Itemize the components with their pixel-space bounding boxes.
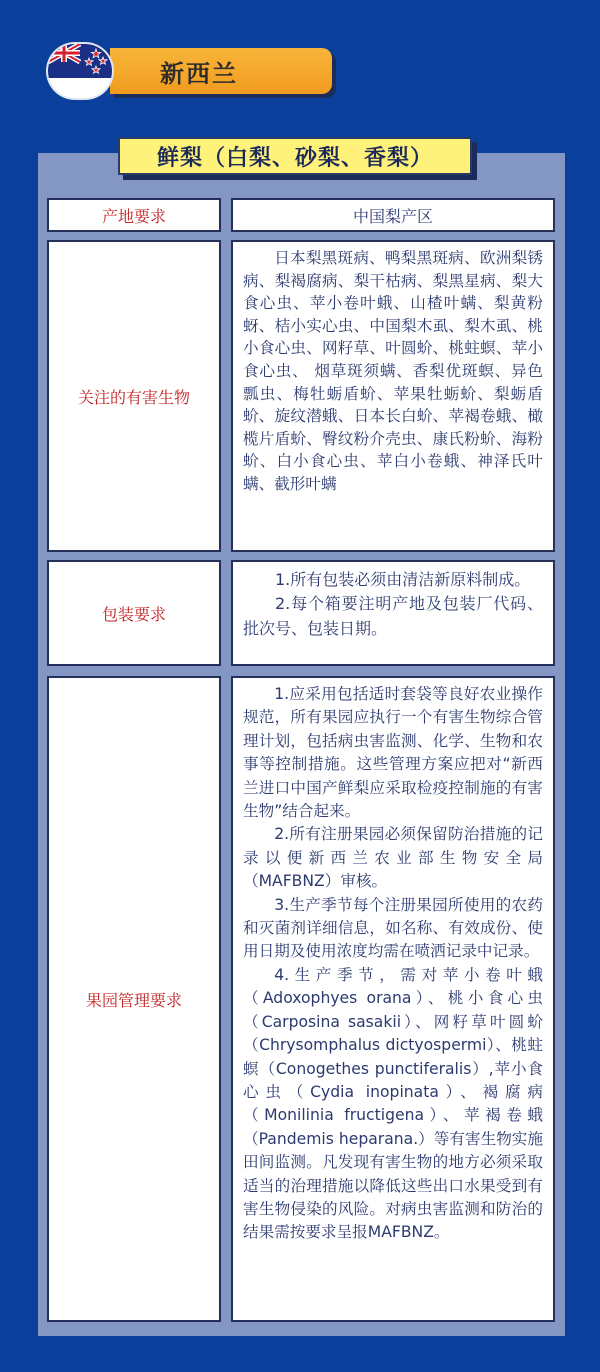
orchard-item-1: 1.应采用包括适时套袋等良好农业操作规范，所有果园应执行一个有害生物综合管理计划，包括病虫害监测、化学、生物和农事等控制措施。这些管理方案应把对“新西兰进口中国产鲜梨应采取检疫控制施的有害生物”结合起来。 — [243, 685, 543, 821]
origin-label: 产地要求 — [47, 198, 221, 232]
country-name: 新西兰 — [160, 59, 238, 88]
pests-text-cell — [231, 240, 555, 552]
orchard-item-3: 3.生产季节每个注册果园所使用的农药和灭菌剂详细信息，如名称、有效成份、使用日期及使用浓度均需在喷洒记录中记录。 — [243, 895, 543, 961]
pests-label: 关注的有害生物 — [47, 240, 221, 552]
orchard-item-2: 2.所有注册果园必须保留防治措施的记录以便新西兰农业部生物安全局（MAFBNZ）审核。 — [243, 825, 543, 891]
packaging-text-cell — [231, 560, 555, 666]
orchard-item-4: 4.生产季节，需对苹小卷叶蛾（Adoxophyes orana）、桃小食心虫（Carposina sasakii）、网籽草叶圆蚧（Chrysomphalus dictyospermi）、桃蛀螟（Conogethes punctiferalis）,苹小食心虫（Cydia inopinata）、褐腐病（Monilinia fructigena）、苹褐卷蛾（Pandemis heparana.）等有害生物实施田间监测。凡发现有害生物的地方必须采取适当的治理措施以降低这些出口水果受到有害生物侵染的风险。对病虫害监测和防治的结果需按要求呈报MAFBNZ。 — [243, 965, 543, 1242]
country-pill — [110, 48, 332, 94]
packaging-item-1: 1.所有包装必须由清洁新原料制成。 — [275, 570, 531, 589]
packaging-item-2: 2.每个箱要注明产地及包装厂代码、批次号、包装日期。 — [243, 594, 543, 638]
orchard-text-cell — [231, 676, 555, 1322]
packaging-label: 包装要求 — [47, 560, 221, 666]
origin-value: 中国梨产区 — [231, 198, 555, 232]
country-banner — [48, 44, 290, 98]
pests-text: 日本梨黑斑病、鸭梨黑斑病、欧洲梨锈病、梨褐腐病、梨干枯病、梨黑星病、梨大食心虫、苹小卷叶蛾、山楂叶螨、梨黄粉蚜、桔小实心虫、中国梨木虱、梨木虱、桃小食心虫、网籽草、叶圆蚧、桃蛀螟、苹小食心虫、 烟草斑须螨、香梨优斑螟、异色瓢虫、梅牡蛎盾蚧、苹果牡蛎蚧、梨蛎盾蚧、旋纹潜蛾、日本长白蚧、苹褐卷蛾、橄榄片盾蚧、臀纹粉介壳虫、康氏粉蚧、海粉蚧、白小食心虫、苹白小卷蛾、神泽氏叶螨、截形叶螨 — [243, 249, 543, 493]
product-title: 鲜梨（白梨、砂梨、香梨） — [118, 137, 472, 175]
orchard-label: 果园管理要求 — [47, 676, 221, 1322]
new-zealand-flag-icon — [48, 44, 112, 98]
